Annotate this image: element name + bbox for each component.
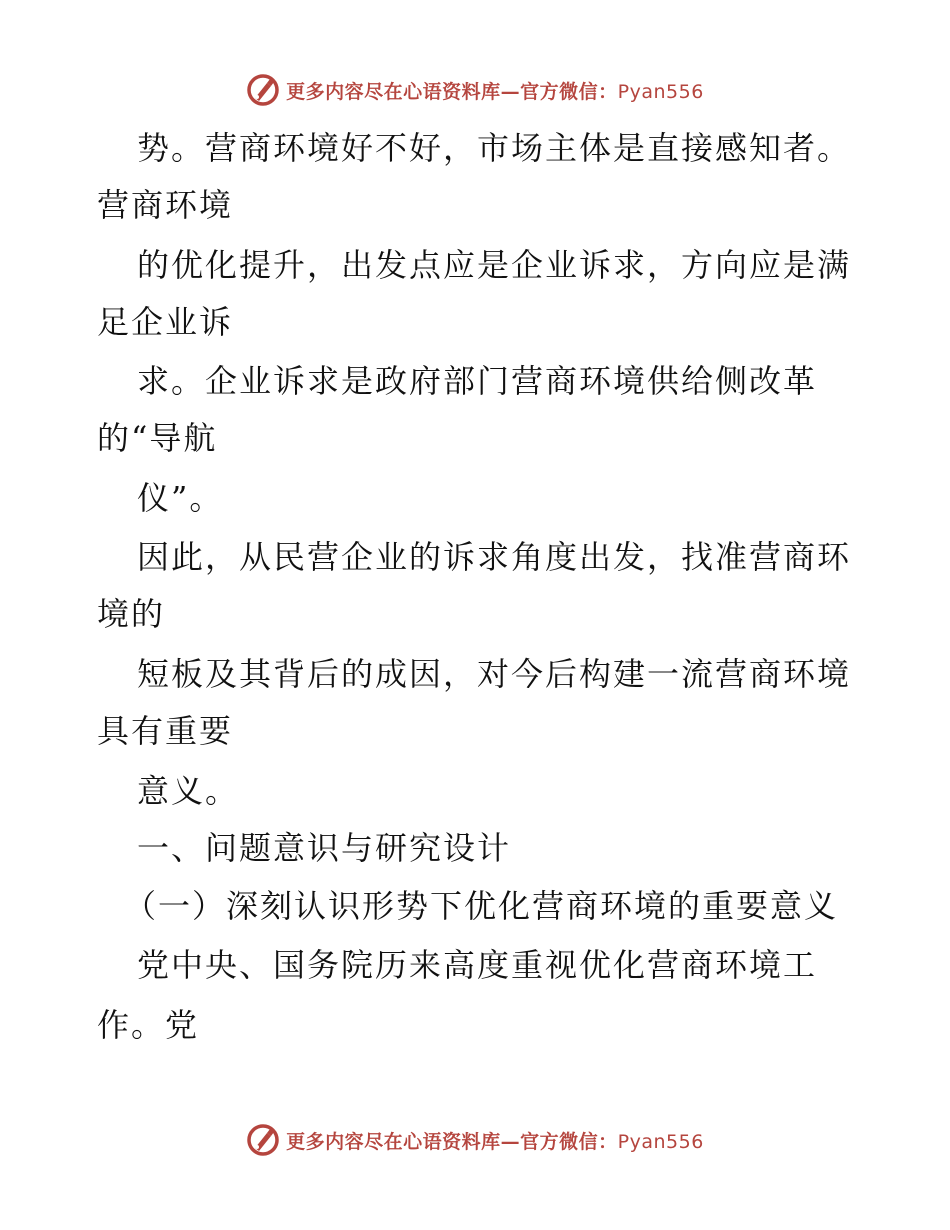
text-line: 仪”。 bbox=[137, 479, 224, 517]
text-line: 具有重要 bbox=[97, 712, 234, 750]
footer-watermark bbox=[0, 1120, 950, 1160]
text-line: 境的 bbox=[97, 595, 166, 633]
text-line: 短板及其背后的成因，对今后构建一流营商环境 bbox=[137, 655, 852, 693]
pen-circle-icon bbox=[246, 1123, 280, 1157]
text-line: 意义。 bbox=[137, 772, 240, 810]
text-line: 作。党 bbox=[97, 1006, 200, 1044]
watermark-text: 更多内容尽在心语资料库—官方微信：Pyan556 bbox=[286, 80, 704, 103]
text-line: 势。营商环境好不好，市场主体是直接感知者。 bbox=[137, 129, 852, 167]
text-line: 党中央、国务院历来高度重视优化营商环境工 bbox=[137, 946, 818, 984]
watermark-text: 更多内容尽在心语资料库—官方微信：Pyan556 bbox=[286, 1130, 704, 1153]
text-line: 的“导航 bbox=[97, 419, 218, 457]
text-line: 求。企业诉求是政府部门营商环境供给侧改革 bbox=[137, 362, 818, 400]
subsection-heading: （一）深刻认识形势下优化营商环境的重要意义 bbox=[124, 887, 839, 925]
text-line: 的优化提升，出发点应是企业诉求，方向应是满 bbox=[137, 246, 852, 284]
text-line: 营商环境 bbox=[97, 186, 234, 224]
text-line: 因此，从民营企业的诉求角度出发，找准营商环 bbox=[137, 538, 852, 576]
text-line: 足企业诉 bbox=[97, 303, 234, 341]
section-heading: 一、问题意识与研究设计 bbox=[137, 829, 512, 867]
